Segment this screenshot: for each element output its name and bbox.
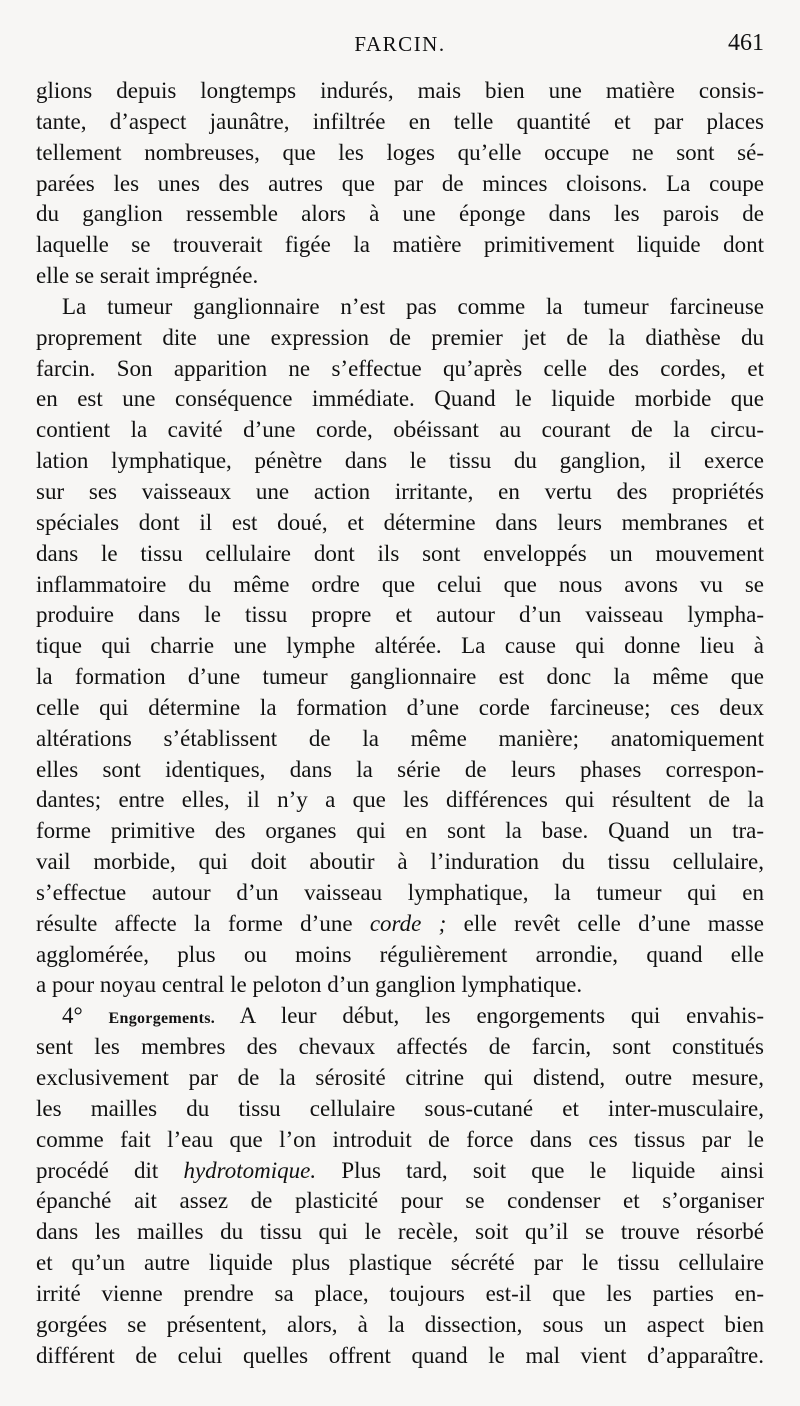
body-text	[36, 76, 764, 1371]
text-segment: Plus tard, soit que le liquide ainsi	[316, 1157, 764, 1183]
text-line: spéciales dont il est doué, et détermine dans leurs membranes et	[36, 509, 764, 535]
text-line: différent de celui quelles offrent quand le mal vient d’apparaître.	[36, 1342, 764, 1368]
text-line: elles sont identiques, dans la série de leurs phases correspon-	[36, 756, 764, 782]
text-line: dantes; entre elles, il n’y a que les différences qui résultent de la	[36, 787, 764, 813]
text-line: laquelle se trouverait figée la matière primitivement liquide dont	[36, 232, 764, 258]
section-heading: Engorgements.	[108, 1010, 216, 1028]
text-line: tique qui charrie une lymphe altérée. La cause qui donne lieu à	[36, 633, 764, 659]
text-line: la formation d’une tumeur ganglionnaire est donc la même que	[36, 664, 764, 690]
text-line: parées les unes des autres que par de minces cloisons. La coupe	[36, 170, 764, 196]
italic-term: hydrotomique.	[183, 1157, 317, 1183]
text-line: a pour noyau central le peloton d’un ganglion lymphatique.	[36, 972, 583, 998]
text-line: produire dans le tissu propre et autour d’un vaisseau lympha-	[36, 602, 764, 628]
running-head	[36, 30, 764, 62]
text-line: les mailles du tissu cellulaire sous-cutané et inter-musculaire,	[36, 1095, 764, 1121]
text-line: altérations s’établissent de la même manière; anatomiquement	[36, 725, 764, 751]
text-line: elle se serait imprégnée.	[36, 263, 259, 289]
page-number: 461	[728, 30, 764, 56]
italic-term: corde ;	[369, 910, 447, 936]
text-line: farcin. Son apparition ne s’effectue qu’après celle des cordes, et	[36, 355, 764, 381]
text-line: irrité vienne prendre sa place, toujours est-il que les parties en-	[36, 1280, 764, 1306]
text-line: du ganglion ressemble alors à une éponge dans les parois de	[36, 201, 764, 227]
section-heading-line	[36, 1001, 764, 1032]
text-line: tellement nombreuses, que les loges qu’elle occupe ne sont sé-	[36, 139, 764, 165]
text-segment: procédé dit	[36, 1157, 184, 1183]
text-line: gorgées se présentent, alors, à la dissection, sous un aspect bien	[36, 1311, 764, 1337]
text-line: celle qui détermine la formation d’une corde farcineuse; ces deux	[36, 694, 764, 720]
section-number: 4°	[62, 1003, 83, 1029]
text-line: glions depuis longtemps indurés, mais bien une matière consis-	[36, 78, 764, 103]
text-line: sur ses vaisseaux une action irritante, en vertu des propriétés	[36, 478, 764, 504]
text-line-with-italic	[36, 909, 764, 940]
text-line: vail morbide, qui doit aboutir à l’induration du tissu cellulaire,	[36, 849, 764, 875]
text-line: inflammatoire du même ordre que celui que nous avons vu se	[36, 571, 764, 597]
text-line: tante, d’aspect jaunâtre, infiltrée en telle quantité et par places	[36, 108, 764, 134]
text-line: comme fait l’eau que l’on introduit de force dans ces tissus par le	[36, 1126, 764, 1152]
text-line: proprement dite une expression de premier jet de la diathèse du	[36, 324, 764, 350]
text-line: épanché ait assez de plasticité pour se condenser et s’organiser	[36, 1188, 764, 1214]
text-line: dans les mailles du tissu qui le recèle, soit qu’il se trouve résorbé	[36, 1219, 764, 1245]
text-line: en est une conséquence immédiate. Quand le liquide morbide que	[36, 386, 764, 412]
text-line-with-italic	[36, 1156, 764, 1187]
text-line: exclusivement par de la sérosité citrine qui distend, outre mesure,	[36, 1065, 764, 1090]
text-line: agglomérée, plus ou moins régulièrement arrondie, quand elle	[36, 941, 764, 967]
text-line: contient la cavité d’une corde, obéissant au courant de la circu-	[36, 417, 764, 443]
text-line: La tumeur ganglionnaire n’est pas comme la tumeur farcineuse	[62, 293, 764, 319]
text-line: forme primitive des organes qui en sont la base. Quand un tra-	[36, 818, 764, 844]
text-line: dans le tissu cellulaire dont ils sont enveloppés un mouvement	[36, 540, 764, 566]
text-line: sent les membres des chevaux affectés de farcin, sont constitués	[36, 1034, 764, 1060]
text-segment: A leur début, les engorgements qui envahis-	[215, 1003, 764, 1029]
text-line: et qu’un autre liquide plus plastique sécrété par le tissu cellulaire	[36, 1250, 764, 1276]
text-line: lation lymphatique, pénètre dans le tissu du ganglion, il exerce	[36, 448, 764, 474]
text-segment: elle revêt celle d’une masse	[446, 910, 764, 936]
text-line: s’effectue autour d’un vaisseau lymphatique, la tumeur qui en	[36, 879, 764, 905]
text-segment: résulte affecte la forme d’une	[36, 910, 370, 936]
running-title: FARCIN.	[354, 32, 446, 56]
